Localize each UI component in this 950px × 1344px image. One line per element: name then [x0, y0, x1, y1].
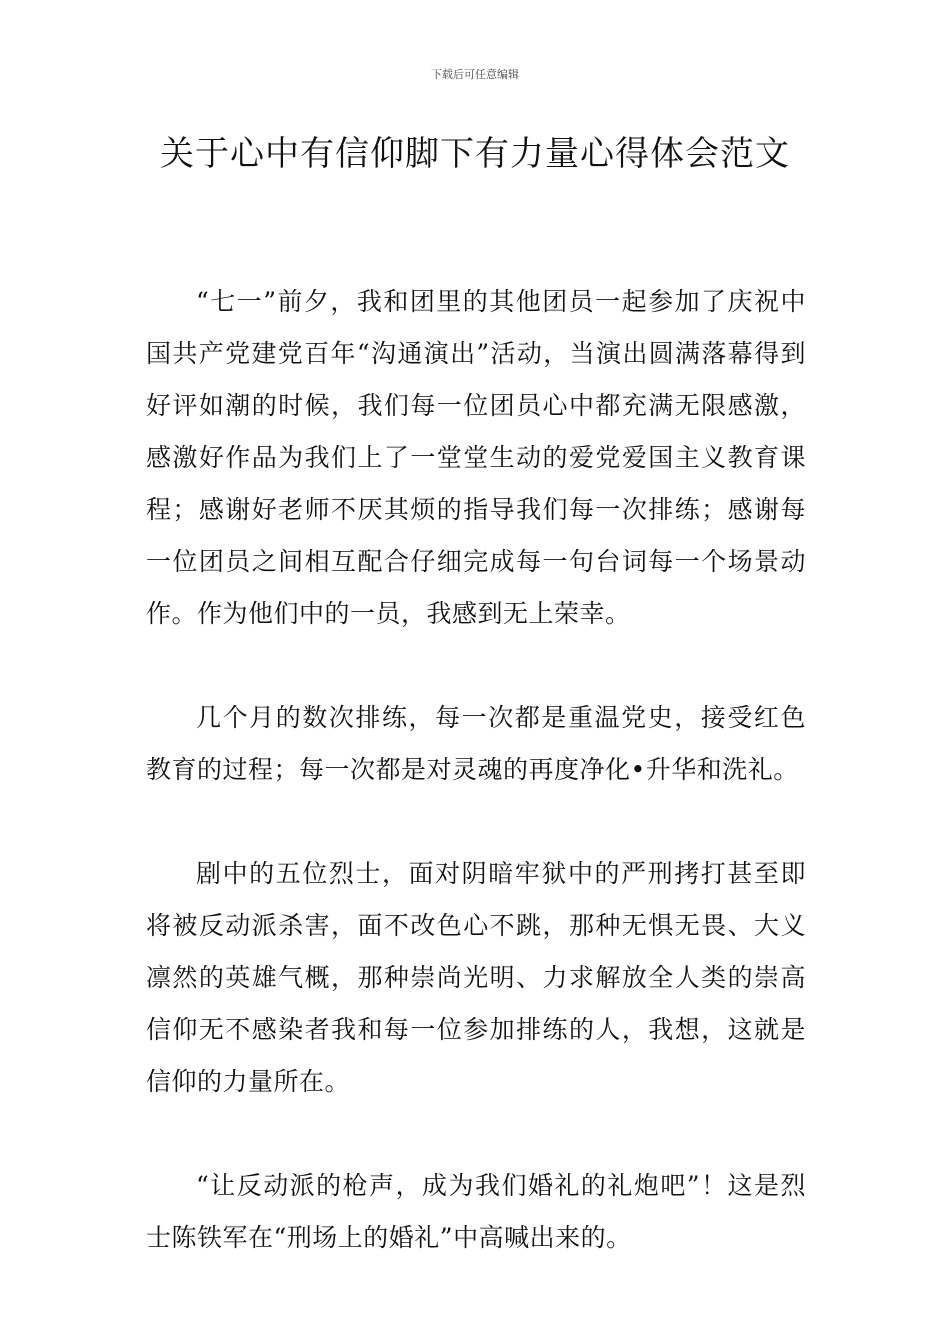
paragraph-1: “七一”前夕，我和团里的其他团员一起参加了庆祝中国共产党建党百年“沟通演出”活动，当演出圆满落幕得到好评如潮的时候，我们每一位团员心中都充满无限感激，感激好作品为我们上了一堂堂生动的爱党爱国主义教育课程；感谢好老师不厌其烦的指导我们每一次排练；感谢每一位团员之间相互配合仔细完成每一句台词每一个场景动作。作为他们中的一员，我感到无上荣幸。 [146, 287, 806, 628]
document-body [146, 276, 806, 1316]
paragraph-2: 几个月的数次排练，每一次都是重温党史，接受红色教育的过程；每一次都是对灵魂的再度净化•升华和洗礼。 [146, 703, 806, 784]
paragraph-3: 剧中的五位烈士，面对阴暗牢狱中的严刑拷打甚至即将被反动派杀害，面不改色心不跳，那种无惧无畏、大义凛然的英雄气概，那种崇尚光明、力求解放全人类的崇高信仰无不感染者我和每一位参加排练的人，我想，这就是信仰的力量所在。 [146, 859, 806, 1096]
page-title: 关于心中有信仰脚下有力量心得体会范文 [160, 134, 790, 174]
paragraph-4: “让反动派的枪声，成为我们婚礼的礼炮吧”！这是烈士陈铁军在“刑场上的婚礼”中高喊出来的。 [146, 1171, 806, 1252]
header-note: 下载后可任意编辑 [431, 68, 519, 81]
